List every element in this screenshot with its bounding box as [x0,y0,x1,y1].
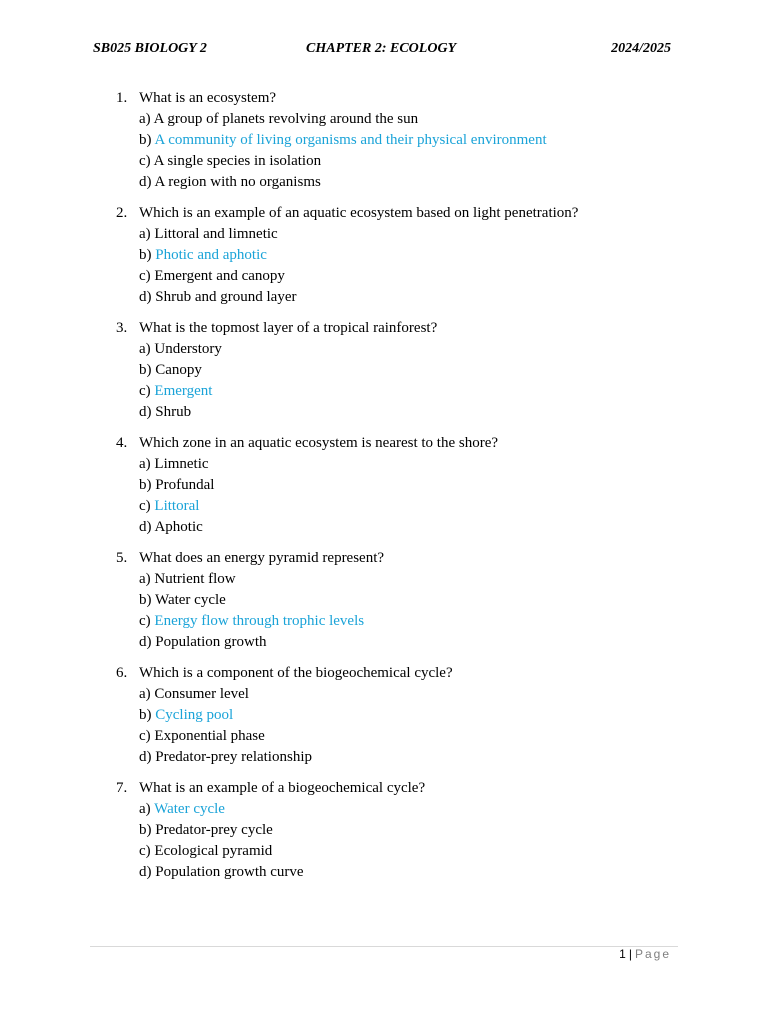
option-letter: a) [139,571,151,587]
correct-option-text: Cycling pool [155,707,234,723]
option-text: A region with no organisms [154,174,321,190]
answer-option [0,611,768,632]
option-list [0,109,768,193]
question-number: 3. [116,320,128,336]
answer-option [0,454,768,475]
question-list [0,88,768,893]
question-number: 7. [116,780,128,796]
question-number: 2. [116,205,128,221]
option-letter: a) [139,341,151,357]
option-text: Emergent and canopy [154,268,285,284]
option-text: Shrub and ground layer [155,289,297,305]
answer-option [0,224,768,245]
option-text: Predator-prey relationship [155,749,312,765]
option-text: Ecological pyramid [154,843,273,859]
answer-option [0,339,768,360]
option-letter: b) [139,822,152,838]
option-letter: a) [139,111,151,127]
option-text: A group of planets revolving around the sun [153,111,419,127]
page-header [93,41,671,61]
option-text: A single species in isolation [153,153,322,169]
option-text: Predator-prey cycle [155,822,273,838]
question-item [0,318,768,423]
answer-option [0,517,768,538]
option-text: Understory [154,341,222,357]
option-letter: b) [139,247,152,263]
question-number: 6. [116,665,128,681]
answer-option [0,705,768,726]
answer-option [0,632,768,653]
question-item [0,203,768,308]
option-letter: d) [139,634,152,650]
option-letter: d) [139,289,152,305]
answer-option [0,266,768,287]
option-text: Consumer level [154,686,249,702]
answer-option [0,496,768,517]
question-text: What is the topmost layer of a tropical rainforest? [139,320,438,336]
option-text: Water cycle [154,592,226,608]
answer-option [0,747,768,768]
option-list [0,684,768,768]
answer-option [0,726,768,747]
correct-option-text: Littoral [154,498,200,514]
option-letter: a) [139,801,151,817]
option-letter: d) [139,404,152,420]
answer-option [0,287,768,308]
answer-option [0,684,768,705]
option-text: Littoral and limnetic [154,226,278,242]
option-text: Canopy [155,362,202,378]
academic-session: 2024/2025 [611,41,671,56]
course-code: SB025 BIOLOGY 2 [93,41,207,56]
answer-option [0,569,768,590]
correct-option-text: Water cycle [154,801,225,817]
option-letter: d) [139,174,152,190]
option-letter: c) [139,498,151,514]
option-letter: c) [139,383,151,399]
answer-option [0,130,768,151]
answer-option [0,151,768,172]
option-letter: b) [139,707,152,723]
option-text: Nutrient flow [154,571,236,587]
option-letter: c) [139,843,151,859]
option-letter: c) [139,153,151,169]
answer-option [0,245,768,266]
page-label: Page [634,947,671,961]
correct-option-text: Energy flow through trophic levels [154,613,365,629]
question-text: What is an example of a biogeochemical cycle? [139,780,426,796]
option-letter: d) [139,864,152,880]
question-text: Which is an example of an aquatic ecosystem based on light penetration? [139,205,579,221]
page-number: 1 [619,947,626,961]
option-text: Population growth curve [155,864,304,880]
option-text: Exponential phase [154,728,265,744]
question-text: Which is a component of the biogeochemical cycle? [139,665,453,681]
option-text: Limnetic [154,456,209,472]
answer-option [0,475,768,496]
option-letter: a) [139,226,151,242]
option-list [0,799,768,883]
answer-option [0,820,768,841]
answer-option [0,381,768,402]
option-letter: c) [139,268,151,284]
option-letter: d) [139,519,152,535]
option-letter: c) [139,613,151,629]
option-letter: b) [139,362,152,378]
question-text: What does an energy pyramid represent? [139,550,385,566]
question-text: Which zone in an aquatic ecosystem is nearest to the shore? [139,435,499,451]
answer-option [0,172,768,193]
page-separator: | [628,947,632,961]
question-number: 1. [116,90,128,106]
question-item [0,778,768,883]
option-list [0,569,768,653]
correct-option-text: Photic and aphotic [155,247,267,263]
chapter-title: CHAPTER 2: ECOLOGY [306,41,457,56]
correct-option-text: A community of living organisms and their physical environment [154,132,547,148]
answer-option [0,862,768,883]
question-item [0,663,768,768]
answer-option [0,109,768,130]
option-list [0,454,768,538]
question-number: 5. [116,550,128,566]
option-letter: a) [139,686,151,702]
option-letter: b) [139,132,152,148]
option-text: Shrub [155,404,192,420]
footer-divider [90,946,678,947]
question-number: 4. [116,435,128,451]
question-item [0,88,768,193]
option-text: Profundal [155,477,215,493]
question-item [0,548,768,653]
option-letter: d) [139,749,152,765]
option-list [0,224,768,308]
correct-option-text: Emergent [154,383,213,399]
answer-option [0,402,768,423]
option-text: Aphotic [154,519,203,535]
option-text: Population growth [155,634,267,650]
option-letter: b) [139,592,152,608]
answer-option [0,590,768,611]
question-item [0,433,768,538]
option-letter: c) [139,728,151,744]
option-letter: b) [139,477,152,493]
answer-option [0,799,768,820]
answer-option [0,841,768,862]
option-list [0,339,768,423]
page-footer [619,946,671,962]
question-text: What is an ecosystem? [139,90,277,106]
option-letter: a) [139,456,151,472]
answer-option [0,360,768,381]
